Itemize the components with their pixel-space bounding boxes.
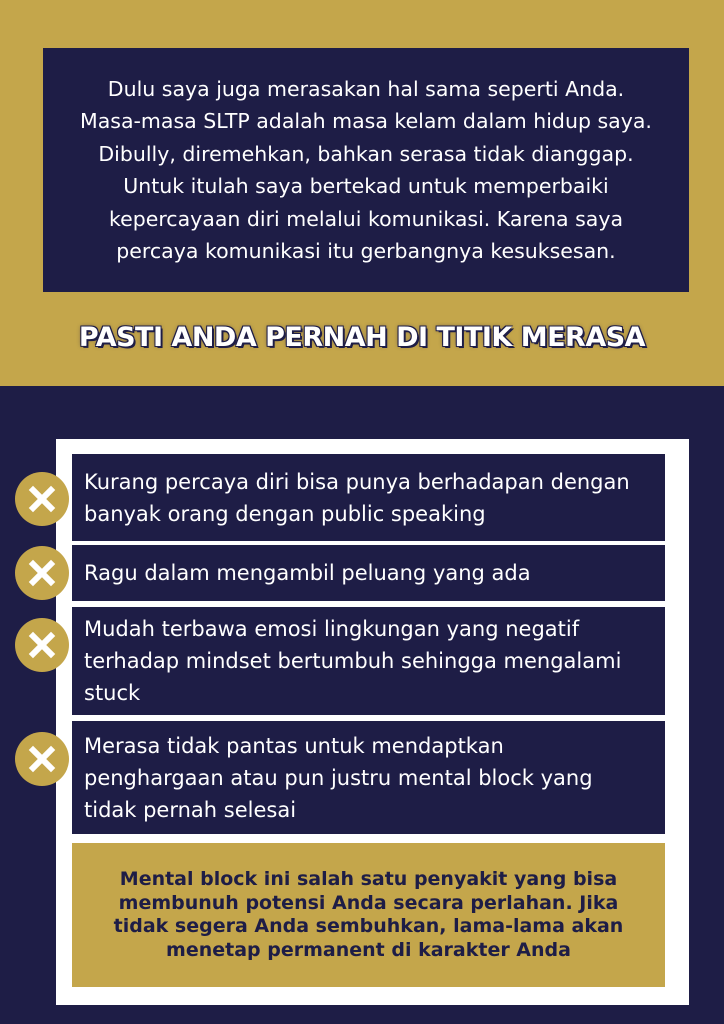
list-item-text: Merasa tidak pantas untuk mendaptkan penghargaan atau pun justru mental block yang tidak pernah selesai: [84, 733, 593, 822]
x-icon: [15, 732, 69, 786]
x-icon: [15, 472, 69, 526]
note-text: Mental block ini salah satu penyakit yang bisa membunuh potensi Anda secara perlahan. Jika tidak segera Anda sembuhkan, lama-lama akan menetap permanent di karakter Anda: [113, 868, 624, 961]
list-item-text: Ragu dalam mengambil peluang yang ada: [84, 561, 531, 585]
list-item: [72, 607, 665, 715]
intro-text: Dulu saya juga merasakan hal sama seperti Anda. Masa-masa SLTP adalah masa kelam dalam hidup saya. Dibully, diremehkan, bahkan serasa tidak dianggap. Untuk itulah saya bertekad untuk memperbaiki kepercayaan diri melalui komunikasi. Karena saya percaya komunikasi itu gerbangnya kesuksesan.: [80, 76, 652, 263]
intro-box: [43, 48, 689, 292]
list-item: [72, 721, 665, 834]
list-item: [72, 545, 665, 601]
x-icon: [15, 546, 69, 600]
x-icon: [15, 618, 69, 672]
headline: PASTI ANDA PERNAH DI TITIK MERASA: [78, 322, 646, 353]
list-item-text: Mudah terbawa emosi lingkungan yang negatif terhadap mindset bertumbuh sehingga mengalami stuck: [84, 617, 622, 705]
list-item: [72, 454, 665, 541]
note-box: [72, 843, 665, 987]
list-item-text: Kurang percaya diri bisa punya berhadapan dengan banyak orang dengan public speaking: [84, 469, 630, 526]
